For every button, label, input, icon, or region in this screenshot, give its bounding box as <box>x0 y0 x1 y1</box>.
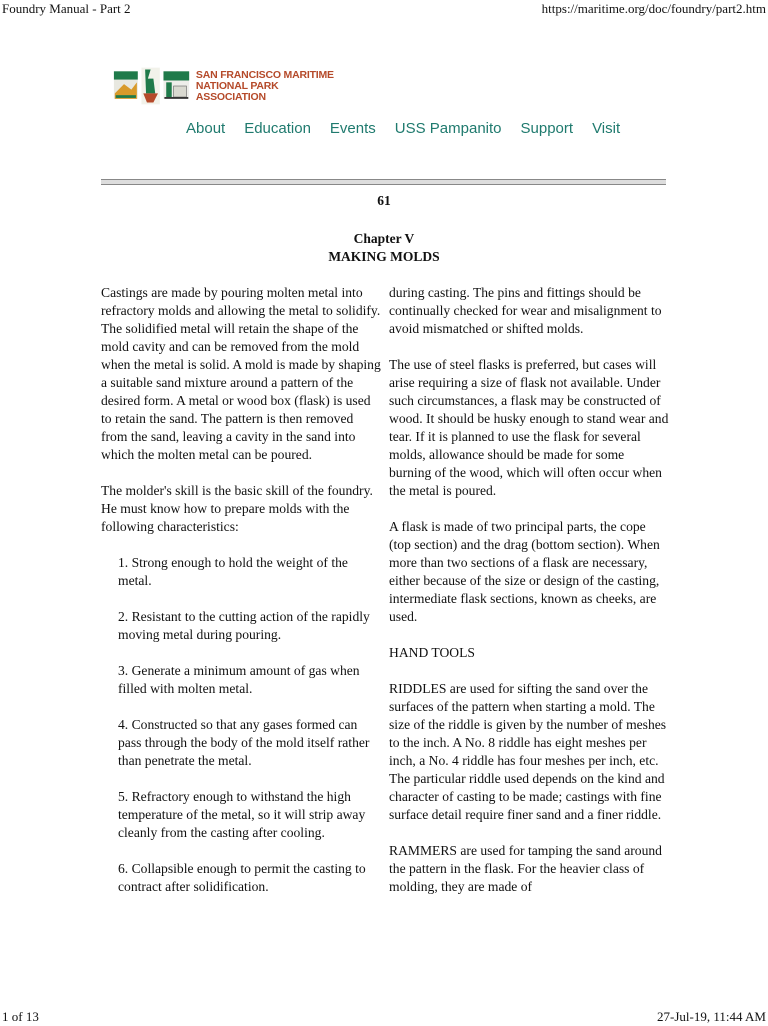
right-column <box>389 284 669 914</box>
list-item: 5. Refractory enough to withstand the high temperature of the metal, so it will strip away cleanly from the casting after cooling. <box>118 789 366 840</box>
nav-uss-pampanito[interactable]: USS Pampanito <box>394 120 502 137</box>
paragraph: A flask is made of two principal parts, the cope (top section) and the drag (bottom section). When more than two sections of a flask are necessary, either because of the size or design of the casting, intermediate flask sections, known as cheeks, are used. <box>389 519 660 624</box>
site-logo[interactable] <box>113 64 338 108</box>
paragraph: RIDDLES are used for sifting the sand over the surfaces of the pattern when starting a mold. The size of the riddle is given by the number of meshes to the inch. A No. 8 riddle has eight meshes per inch, a No. 4 riddle has four meshes per inch, etc. The particular riddle used depends on the kind and character of casting to be made; castings with fine surface detail require finer sand and a finer riddle. <box>389 681 667 822</box>
section-heading: HAND TOOLS <box>389 645 475 660</box>
chapter-heading <box>0 230 768 266</box>
page-indicator: 1 of 13 <box>2 1009 39 1024</box>
print-timestamp: 27-Jul-19, 11:44 AM <box>657 1009 766 1024</box>
horizontal-rule <box>101 179 666 185</box>
nav-visit[interactable]: Visit <box>592 120 621 137</box>
list-item: 3. Generate a minimum amount of gas when filled with molten metal. <box>118 663 360 696</box>
list-item: 2. Resistant to the cutting action of the rapidly moving metal during pouring. <box>118 609 370 642</box>
list-item: 6. Collapsible enough to permit the casting to contract after solidification. <box>118 861 366 894</box>
paragraph: Castings are made by pouring molten metal into refractory molds and allowing the metal to solidify. The solidified metal will retain the shape of the mold cavity and can be removed from the mold when the metal is solid. A mold is made by shaping a suitable sand mixture around a pattern of the desired form. A metal or wood box (flask) is used to retain the sand. The pattern is then removed from the sand, leaving a cavity in the sand into which the molten metal can be poured. <box>101 285 381 462</box>
maritime-logo-icon <box>113 64 192 108</box>
logo-line-1: SAN FRANCISCO MARITIME <box>195 68 334 81</box>
nav-support[interactable]: Support <box>520 120 574 137</box>
document-title: Foundry Manual - Part 2 <box>2 1 131 16</box>
print-footer <box>0 1008 768 1026</box>
paragraph: during casting. The pins and fittings should be continually checked for wear and misalignment to avoid mismatched or shifted molds. <box>389 285 662 336</box>
chapter-label: Chapter V <box>353 231 415 246</box>
left-column <box>101 284 383 914</box>
list-item: 1. Strong enough to hold the weight of the metal. <box>118 555 348 588</box>
paragraph: The use of steel flasks is preferred, but cases will arise requiring a size of flask not available. Under such circumstances, a flask may be constructed of wood. It should be husky enough to stand wear and tear. If it is planned to use the flask for several molds, allowance should be made for some burning of the wood, which will often occur when the metal is poured. <box>389 357 669 498</box>
nav-events[interactable]: Events <box>329 120 376 137</box>
logo-line-2: NATIONAL PARK ASSOCIATION <box>195 79 279 103</box>
paragraph: RAMMERS are used for tamping the sand around the pattern in the flask. For the heavier class of molding, they are made of <box>389 843 662 894</box>
logo-wordmark <box>196 70 338 103</box>
paragraph: The molder's skill is the basic skill of the foundry. He must know how to prepare molds with the following characteristics: <box>101 483 373 534</box>
nav-about[interactable]: About <box>186 120 226 137</box>
list-item: 4. Constructed so that any gases formed can pass through the body of the mold itself rather than penetrate the metal. <box>118 717 370 768</box>
nav-education[interactable]: Education <box>244 120 311 137</box>
chapter-title: MAKING MOLDS <box>328 249 440 264</box>
main-nav <box>186 120 620 140</box>
page-number: 61 <box>377 193 391 208</box>
print-header <box>0 0 768 18</box>
page-url[interactable]: https://maritime.org/doc/foundry/part2.htm <box>541 1 766 16</box>
